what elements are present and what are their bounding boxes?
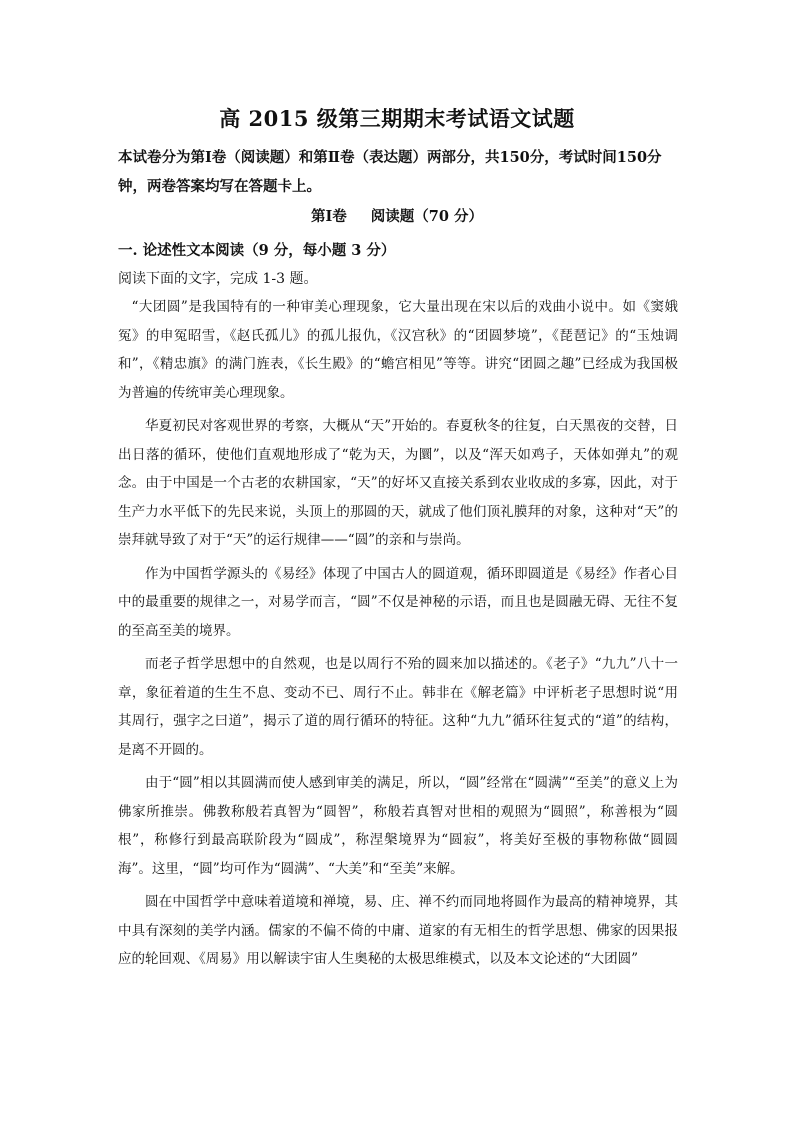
reading-passage [118,293,678,979]
section-title [0,205,794,226]
question-group-heading: 一. 论述性文本阅读（9 分，每小题 3 分） [118,242,396,259]
passage-paragraph: 华夏初民对客观世界的考察，大概从“天”开始的。春夏秋冬的往复，白天黑夜的交替，日出日落的循环，使他们直观地形成了“乾为天，为圜”，以及“浑天如鸡子，天体如弹丸”的观念。由于中国是一个古老的农耕国家，“天”的好坏又直接关系到农业收成的多寡，因此，对于生产力水平低下的先民来说，头顶上的那圆的天，就成了他们顶礼膜拜的对象，这种对“天”的崇拜就导致了对于“天”的运行规律——“圆”的亲和与崇尚。 [118,418,678,548]
exam-intro: 本试卷分为第Ⅰ卷（阅读题）和第Ⅱ卷（表达题）两部分，共150分，考试时间150分钟，两卷答案均写在答题卡上。 [118,149,662,195]
passage-paragraph: 由于“圆”相以其圆满而使人感到审美的满足，所以，“圆”经常在“圆满”“至美”的意义上为佛家所推崇。佛教称般若真智为“圆智”，称般若真智对世相的观照为“圆照”，称善根为“圆根”，称修行到最高联阶段为“圆成”，称涅槃境界为“圆寂”，将美好至极的事物称做“圆圆海”。这里，“圆”均可作为“圆满”、“大美”和“至美”来解。 [118,775,678,877]
passage-paragraph: “大团圆”是我国特有的一种审美心理现象，它大量出现在宋以后的戏曲小说中。如《窦娥冤》的申冤昭雪，《赵氏孤儿》的孤儿报仇，《汉宫秋》的“团圆梦境”，《琵琶记》的“玉烛调和”，《精忠旗》的满门旌表，《长生殿》的“蟾宫相见”等等。讲究“团圆之趣”已经成为我国极为普遍的传统审美心理现象。 [118,299,678,401]
passage-paragraph: 而老子哲学思想中的自然观，也是以周行不殆的圆来加以描述的。《老子》“九九”八十一章，象征着道的生生不息、变动不已、周行不止。韩非在《解老篇》中评析老子思想时说“用其周行，强字之曰道”，揭示了道的周行循环的特征。这种“九九”循环往复式的“道”的结构，是离不开圆的。 [118,656,678,758]
passage-paragraph: 圆在中国哲学中意味着道境和禅境，易、庄、禅不约而同地将圆作为最高的精神境界，其中具有深刻的美学内涵。儒家的不偏不倚的中庸、道家的有无相生的哲学思想、佛家的因果报应的轮回观、《周易》用以解读宇宙人生奥秘的太极思维模式，以及本文论述的“大团圆” [118,894,678,967]
reading-instruction: 阅读下面的文字，完成 1-3 题。 [118,271,318,287]
passage-paragraph: 作为中国哲学源头的《易经》体现了中国古人的圆道观，循环即圆道是《易经》作者心目中的最重要的规律之一，对易学而言，“圆”不仅是神秘的示语，而且也是圆融无碍、无往不复的至高至美的境界。 [118,565,678,639]
section-name: 阅读题（70 分） [370,208,484,225]
section-part: 第Ⅰ卷 [310,208,347,225]
exam-title: 高 2015 级第三期期末考试语文试题 [219,106,575,131]
